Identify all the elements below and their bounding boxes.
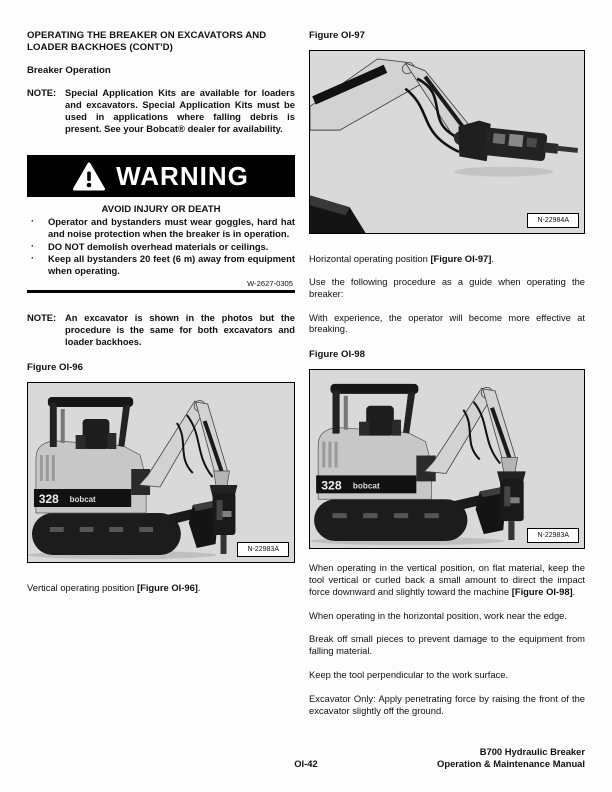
- note-label: NOTE:: [27, 312, 57, 324]
- paragraph-period: .: [572, 585, 576, 597]
- figure-97-title: Figure OI-97: [309, 30, 365, 41]
- caption-figure-ref: [Figure OI-96]: [136, 581, 198, 593]
- paragraph-experience: With experience, the operator will become more effective at breaking.: [309, 311, 585, 335]
- caption-figure-ref: [Figure OI-97]: [430, 253, 492, 264]
- note-text: An excavator is shown in the photos but the procedure is the same for both excavators and loader backhoes.: [65, 312, 295, 347]
- decal-model-text: 328: [321, 478, 342, 493]
- warning-box: [27, 155, 295, 293]
- bullet-dot-icon: ·: [31, 215, 35, 227]
- figure-98-title: Figure OI-98: [309, 349, 365, 361]
- photo-id-badge: N-22984A: [527, 213, 579, 228]
- note-label: NOTE:: [27, 87, 57, 99]
- figure-97-caption: [309, 253, 585, 264]
- breaker-horizontal-illustration: [310, 51, 584, 233]
- photo-id-badge: N-22983A: [237, 542, 289, 557]
- left-column: [27, 30, 295, 593]
- bullet-dot-icon: ·: [31, 252, 35, 264]
- figure-98-photo: [309, 369, 585, 549]
- paragraph-horizontal-position: When operating in the horizontal position, work near the edge.: [309, 609, 567, 621]
- page-number: OI-42: [294, 758, 318, 769]
- paragraph-vertical-position: [309, 562, 585, 597]
- note-excavator-shown: [27, 312, 295, 347]
- figure-97-photo: [309, 50, 585, 234]
- paragraph-procedure-guide: Use the following procedure as a guide when operating the breaker:: [309, 276, 585, 299]
- excavator-vertical-breaker-illustration: [28, 383, 294, 562]
- figure-96-caption: [27, 582, 295, 593]
- paragraph-perpendicular: Keep the tool perpendicular to the work surface.: [309, 668, 509, 680]
- subsection-heading: Breaker Operation: [27, 65, 111, 77]
- decal-model-text: 328: [38, 491, 59, 506]
- warning-code: W-2627-0305: [247, 279, 293, 289]
- manual-title-footer: [437, 746, 585, 769]
- figure-96-photo: [27, 382, 295, 563]
- manual-title-line1: B700 Hydraulic Breaker: [479, 746, 585, 758]
- warning-bullet-3: [27, 253, 295, 276]
- caption-text: Horizontal operating position: [309, 253, 431, 264]
- paragraph-excavator-only: Excavator Only: Apply penetrating force by raising the front of the excavator slightly off the ground.: [309, 692, 585, 716]
- decal-brand-text: bobcat: [69, 494, 96, 504]
- paragraph-text: When operating in the vertical position, on flat material, keep the tool vertical or curled back a small amount to direct the impact force downward and slightly toward the machine: [309, 562, 585, 597]
- warning-subtitle: AVOID INJURY OR DEATH: [101, 204, 221, 216]
- warning-bullet-1-text: Operator and bystanders must wear goggles, hard hat and noise protection when the breaker is in operation.: [48, 216, 295, 239]
- section-heading-line1: OPERATING THE BREAKER ON EXCAVATORS AND: [27, 30, 267, 41]
- manual-title-line2: Operation & Maintenance Manual: [437, 757, 585, 769]
- figure-96-title: Figure OI-96: [27, 361, 83, 373]
- note-special-kits: [27, 87, 295, 134]
- warning-header-bar: [27, 155, 295, 197]
- warning-title: WARNING: [116, 160, 249, 191]
- caption-period: .: [491, 253, 494, 264]
- photo-id-badge: N-22983A: [527, 528, 579, 543]
- right-column: [309, 30, 585, 716]
- warning-bullet-2: [27, 241, 295, 253]
- warning-triangle-icon: [73, 162, 105, 191]
- warning-bullet-2-text: DO NOT demolish overhead materials or ceilings.: [48, 240, 269, 252]
- caption-period: .: [197, 581, 201, 593]
- section-heading: [27, 30, 295, 53]
- warning-bullet-1: [27, 216, 295, 239]
- excavator-vertical-breaker-illustration: [310, 370, 584, 548]
- warning-bullet-3-text: Keep all bystanders 20 feet (6 m) away from equipment when operating.: [48, 253, 295, 276]
- warning-bottom-rule: [27, 290, 295, 293]
- caption-text: Vertical operating position: [27, 581, 137, 593]
- paragraph-figure-ref: [Figure OI-98]: [511, 585, 573, 597]
- decal-brand-text: bobcat: [352, 481, 380, 491]
- note-text: Special Application Kits are available for loaders and excavators. Special Application Kits must be used in applications where falling debris is present. See your Bobcat® dealer for availability.: [65, 87, 295, 134]
- paragraph-break-small-pieces: Break off small pieces to prevent damage to the equipment from falling material.: [309, 633, 585, 657]
- bullet-dot-icon: ·: [31, 239, 35, 251]
- section-heading-line2: LOADER BACKHOES (CONT'D): [27, 41, 173, 53]
